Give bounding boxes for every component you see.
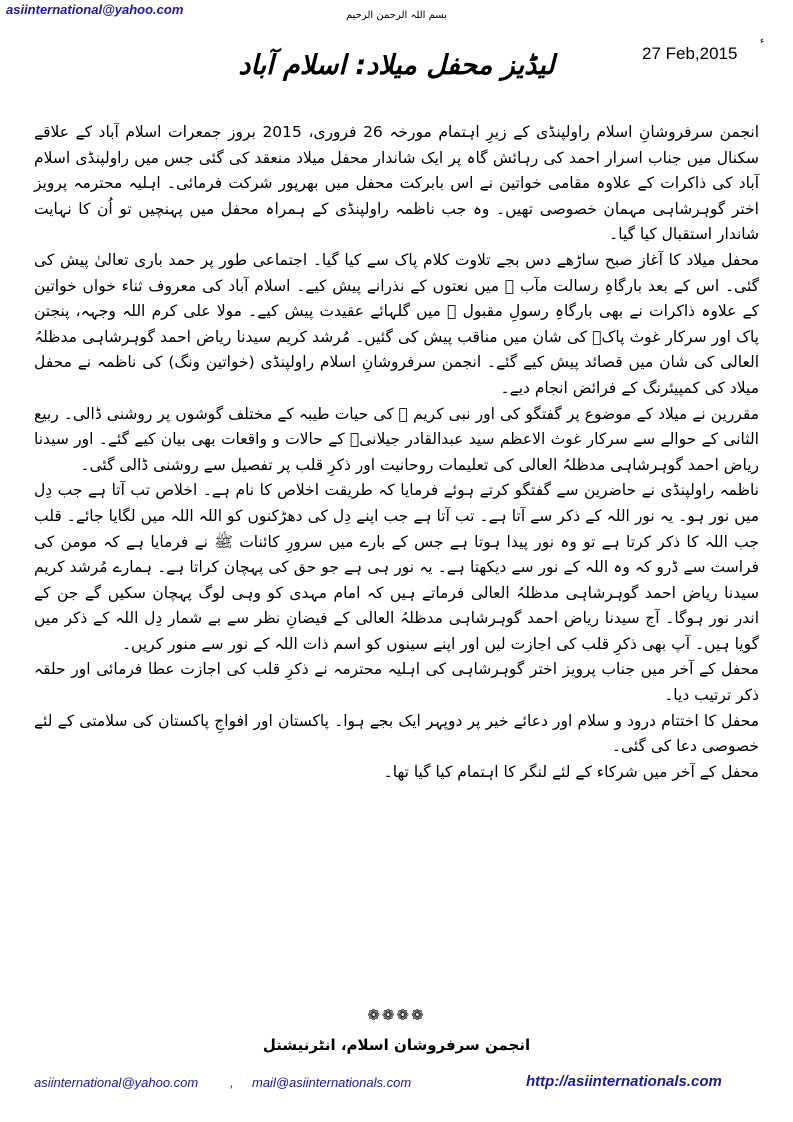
- paragraph: ناظمہ راولپنڈی نے حاضرین سے گفتگو کرتے ہوئے فرمایا کہ طریقت اخلاص کا نام ہے۔ اخلاص تب آتا ہے جب دِل میں نور ہو۔ یہ نور اللہ کے ذکر سے آتا ہے۔ تب آتا ہے جب اپنے دِل کی دھڑکنوں کو اللہ اللہ میں لگایا جائے۔ قلب جب اللہ کا ذکر کرتا ہے تو وہ نور پیدا ہوتا ہے جس کے بارے میں سرورِ کائنات ﷺ نے فرمایا ہے کہ مومن کی فراست سے ڈرو کہ وہ اللہ کے نور سے دیکھتا ہے۔ یہ نور ہی ہے جو حق کی پہچان کراتا ہے۔ ہمارے مُرشد کریم سیدنا ریاض احمد گوہرشاہی مدظلہُ العالی فرماتے ہیں کہ امام مہدی کو وہی لوگ پہچان سکیں گے جن کے اندر نور ہوگا۔ آج سیدنا ریاض احمد گوہرشاہی مدظلہُ العالی کے فیضانِ نظر سے بے شمار دِل اللہ کے ذکر میں گویا ہیں۔ آپ بھی ذکرِ قلب کی اجازت لیں اور اپنے سینوں کو اسم ذات اللہ کے نور سے منور کریں۔: [34, 481, 759, 653]
- footer-website-link[interactable]: http://asiinternationals.com: [526, 1073, 722, 1090]
- paragraph: محفل کا اختتام درود و سلام اور دعائے خیر پر دوپہر ایک بجے ہوا۔ پاکستان اور افواجِ پاکستان کی سلامتی کے لئے خصوصی دعا کی گئی۔: [34, 711, 759, 756]
- footer-email-link[interactable]: asiinternational@yahoo.com: [34, 1075, 199, 1090]
- footer-mail-link[interactable]: mail@asiinternationals.com: [252, 1075, 412, 1090]
- organization-name: انجمن سرفروشان اسلام، انٹرنیشنل: [262, 1036, 531, 1054]
- decorative-stars: ❁❁❁❁: [367, 1006, 426, 1024]
- page-title: لیڈیز محفل میلاد: اسلام آباد: [238, 50, 555, 81]
- article-body: [34, 120, 759, 785]
- footer-separator: ,: [230, 1075, 234, 1090]
- date: 27 Feb,2015: [642, 44, 738, 63]
- paragraph: انجمن سرفروشانِ اسلام راولپنڈی کے زیرِ اہتمام مورخہ 26 فروری، 2015 بروز جمعرات اسلام آباد کے علاقے سکنال میں جناب اسرار احمد کی رہائش گاہ پر ایک شاندار محفل میلاد منعقد کی گئی جس میں راولپنڈی اسلام آباد کی ذاکرات کے علاوہ مقامی خواتین نے اس بابرکت محفل میں بھرپور شرکت فرمائی۔ اہلیہ محترمہ پرویز اختر گوہرشاہی مہمان خصوصی تھیں۔ وہ جب ناظمہ راولپنڈی کے ہمراہ محفل میں پہنچیں تو اُن کا نہایت شاندار استقبال کیا گیا۔: [34, 123, 760, 244]
- bismillah: بسم اللہ الرحمن الرحیم: [345, 10, 447, 21]
- header-email-link[interactable]: asiinternational@yahoo.com: [6, 2, 184, 17]
- paragraph: مقررین نے میلاد کے موضوع پر گفتگو کی اور نبی کریم ﷺ کی حیات طیبہ کے مختلف گوشوں پر روشنی ڈالی۔ ربیع الثانی کے حوالے سے سرکار غوث الاعظم سید عبدالقادر جیلانیؓ کے حالات و واقعات بھی بیان کیے گئے۔ اور سیدنا ریاض احمد گوہرشاہی مدظلہُ العالی کی تعلیمات روحانیت اور ذکرِ قلب پر تفصیل سے روشنی ڈالی گئی۔: [34, 404, 759, 474]
- date-suffix: ء: [760, 36, 765, 46]
- paragraph: محفل میلاد کا آغاز صبح ساڑھے دس بجے تلاوت کلام پاک سے کیا گیا۔ اجتماعی طور پر حمد باری تعالیٰ پیش کی گئی۔ اس کے بعد بارگاہِ رسالت مآب ﷺ میں نعتوں کے نذرانے پیش کیے۔ اسلام آباد کی معروف ثناء خواں خواتین کے علاوہ ذاکرات نے بھی بارگاہِ رسولِ مقبول ﷺ میں گلہائے عقیدت پیش کیے۔ مولا علی کرم اللہ وجہہ، پنجتن پاک اور سرکار غوث پاکؓ کی شان میں مناقب پیش کی گئیں۔ مُرشد کریم سیدنا ریاض احمد گوہرشاہی مدظلہُ العالی کی شان میں قصائد پیش کیے گئے۔ انجمن سرفروشانِ اسلام راولپنڈی (خواتین ونگ) کی ناظمہ نے محفل میلاد کی کمپیئرنگ کے فرائض انجام دیے۔: [34, 250, 759, 397]
- paragraph: محفل کے آخر میں جناب پرویز اختر گوہرشاہی کی اہلیہ محترمہ نے ذکرِ قلب کی اجازت عطا فرمائی اور حلقہ ذکر ترتیب دیا۔: [34, 660, 759, 705]
- paragraph: محفل کے آخر میں شرکاء کے لئے لنگر کا اہتمام کیا گیا تھا۔: [383, 762, 759, 781]
